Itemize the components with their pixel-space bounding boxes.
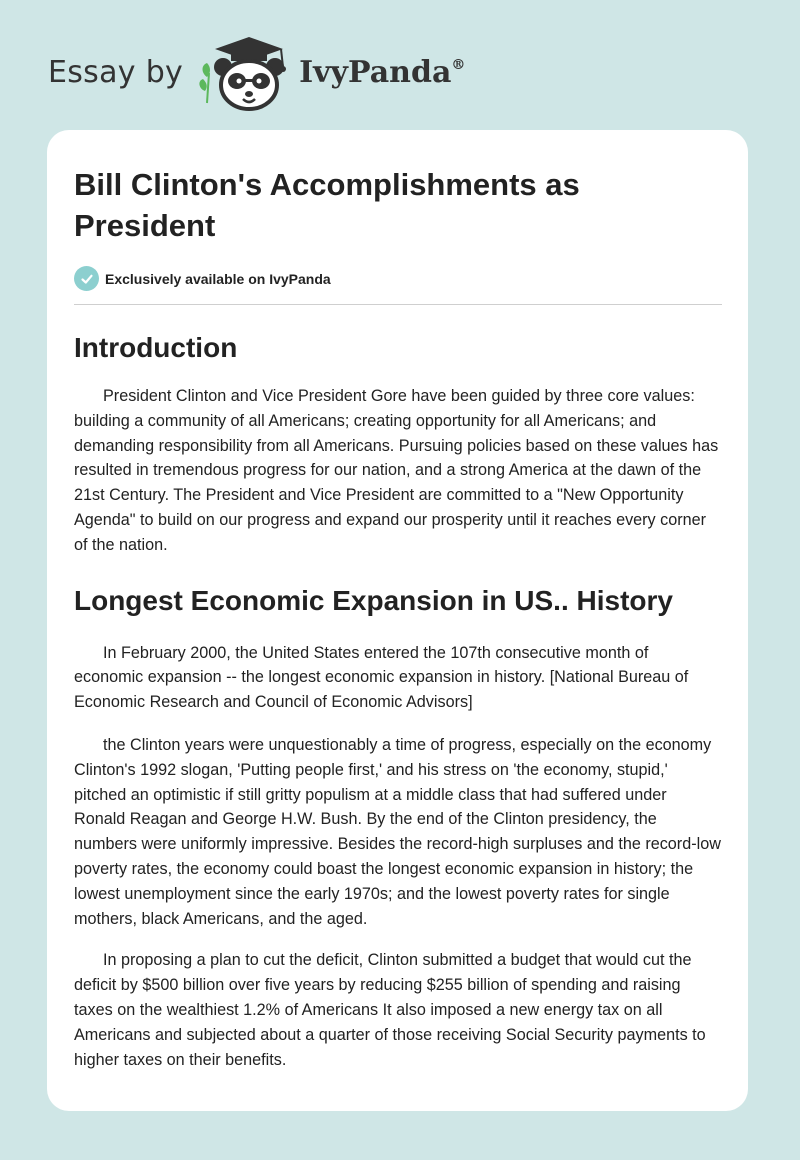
registered-mark: ®	[451, 56, 466, 73]
exclusive-badge	[74, 266, 722, 291]
essay-card	[47, 130, 748, 1111]
brand-name[interactable]: IvyPanda®	[299, 54, 466, 90]
essay-by-label: Essay by	[48, 54, 184, 90]
paragraph: In February 2000, the United States entered the 107th consecutive month of economic expansion -- the longest economic expansion in history. [National Bureau of Economic Research and Council of Economic Advisors]	[74, 643, 689, 712]
section-heading-economic-expansion: Longest Economic Expansion in US.. History	[74, 584, 673, 616]
divider	[74, 304, 722, 305]
paragraph: In proposing a plan to cut the deficit, Clinton submitted a budget that would cut the deficit by $500 billion over five years by reducing $255 billion of spending and raising taxes on the wealthiest 1.2% of Americans It also imposed a new energy tax on all Americans and subjected about a quarter of those receiving Social Security payments to higher taxes on their benefits.	[74, 951, 706, 1069]
badge-label: Exclusively available on IvyPanda	[105, 270, 331, 287]
check-icon	[74, 266, 99, 291]
paragraph: President Clinton and Vice President Gore have been guided by three core values: building a community of all Americans; creating opportunity for all Americans; and demanding responsibility from all Americans. Pursuing policies based on these values has resulted in tremendous progress for our nation, and a strong America at the dawn of the 21st Century. The President and Vice President are committed to a "New Opportunity Agenda" to build on our progress and expand our prosperity until it reaches every corner of the nation.	[74, 387, 719, 554]
site-header	[48, 32, 465, 112]
essay-title: Bill Clinton's Accomplishments as President	[74, 167, 580, 243]
panda-graduate-icon	[197, 33, 293, 111]
paragraph: the Clinton years were unquestionably a time of progress, especially on the economy Clinton's 1992 slogan, 'Putting people first,' and his stress on 'the economy, stupid,' pitched an optimistic if still gritty populism at a middle class that had suffered under Ronald Reagan and George H.W. Bush. By the end of the Clinton presidency, the numbers were uniformly impressive. Besides the record-high surpluses and the record-low poverty rates, the economy could boast the longest economic expansion in history; the lowest unemployment since the early 1970s; and the lowest poverty rates for single mothers, black Americans, and the aged.	[74, 735, 721, 928]
section-heading-introduction: Introduction	[74, 332, 238, 363]
